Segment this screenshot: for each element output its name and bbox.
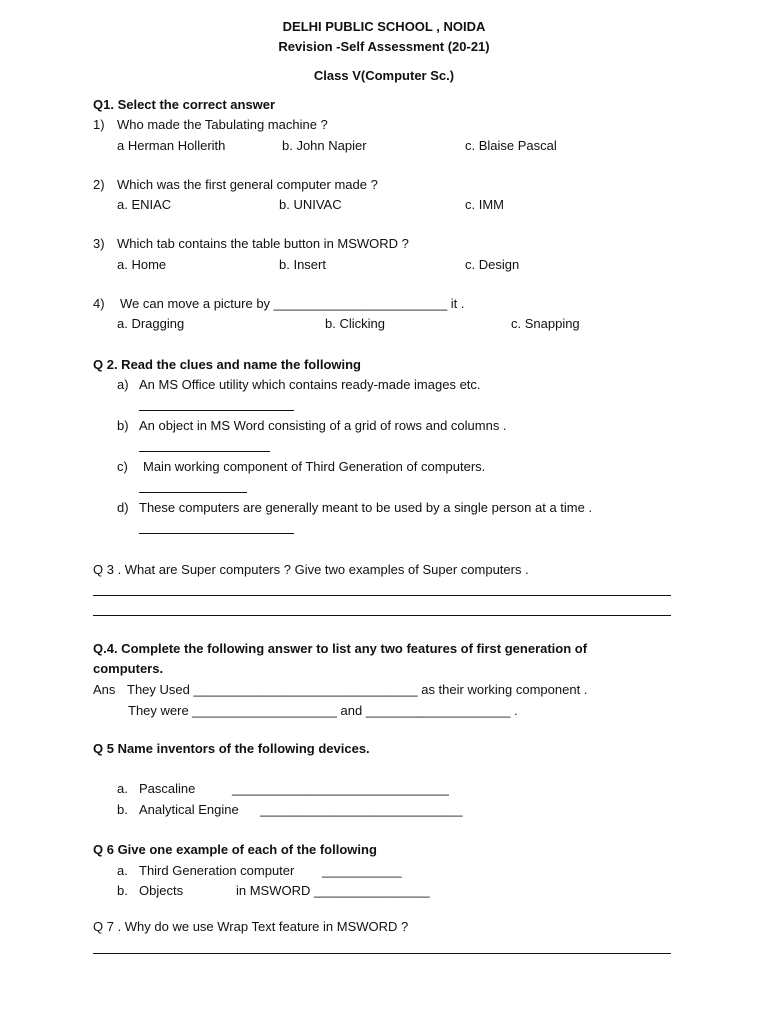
q1-option-c: c. IMM: [465, 197, 504, 212]
class-title: Class V(Computer Sc.): [313, 68, 455, 83]
q1-option-c: c. Snapping: [511, 316, 580, 331]
q2-item-label: b): [117, 418, 129, 433]
q3-answer-line[interactable]: [93, 595, 671, 596]
q7-heading: Q 7 . Why do we use Wrap Text feature in MSWORD ?: [93, 919, 409, 934]
q1-heading: Q1. Select the correct answer: [93, 97, 276, 112]
q1-option-a: a. Dragging: [117, 316, 185, 331]
q5-device: Pascaline: [139, 781, 196, 796]
q1-question: Which was the first general computer made ?: [117, 177, 378, 192]
q2-clue: These computers are generally meant to be used by a single person at a time .: [139, 500, 593, 515]
q5-answer-blank[interactable]: ____________________________: [260, 802, 463, 817]
q1-item-number: 3): [93, 236, 105, 251]
q1-question: Who made the Tabulating machine ?: [117, 117, 328, 132]
q4-ans-label: Ans: [93, 682, 116, 697]
q2-heading: Q 2. Read the clues and name the following: [93, 357, 361, 372]
q2-answer-blank[interactable]: [139, 451, 270, 452]
q1-question: We can move a picture by ________________________ it .: [120, 296, 465, 311]
q5-answer-blank[interactable]: ______________________________: [232, 781, 449, 796]
q2-clue: An MS Office utility which contains ready-made images etc.: [139, 377, 481, 392]
q6-item-label: a.: [117, 863, 128, 878]
q6-item-text: Objects: [139, 883, 184, 898]
q1-item-number: 1): [93, 117, 105, 132]
q1-option-b: b. Clicking: [325, 316, 385, 331]
school-name: DELHI PUBLIC SCHOOL , NOIDA: [282, 19, 486, 34]
q2-item-label: c): [117, 459, 128, 474]
q5-item-label: b.: [117, 802, 128, 817]
q1-item-number: 4): [93, 296, 105, 311]
q5-device: Analytical Engine: [139, 802, 239, 817]
q1-option-b: b. John Napier: [282, 138, 367, 153]
q1-option-a: a Herman Hollerith: [117, 138, 226, 153]
q2-item-label: a): [117, 377, 129, 392]
q1-option-b: b. Insert: [279, 257, 326, 272]
q2-answer-blank[interactable]: [139, 410, 294, 411]
q6-heading: Q 6 Give one example of each of the following: [93, 842, 377, 857]
q2-item-label: d): [117, 500, 129, 515]
q1-option-c: c. Blaise Pascal: [465, 138, 557, 153]
q5-heading: Q 5 Name inventors of the following devices.: [93, 741, 370, 756]
q5-item-label: a.: [117, 781, 128, 796]
document-subtitle: Revision -Self Assessment (20-21): [278, 39, 490, 54]
q2-answer-blank[interactable]: [139, 492, 247, 493]
q3-answer-line[interactable]: [93, 615, 671, 616]
q1-option-c: c. Design: [465, 257, 520, 272]
q4-answer-line-2: They were ____________________ and ____________________ .: [128, 703, 518, 718]
q2-clue: Main working component of Third Generation of computers.: [143, 459, 486, 474]
q2-clue: An object in MS Word consisting of a grid of rows and columns .: [139, 418, 507, 433]
q1-question: Which tab contains the table button in MSWORD ?: [117, 236, 409, 251]
q7-answer-line[interactable]: [93, 953, 671, 954]
q1-option-a: a. Home: [117, 257, 167, 272]
q1-option-a: a. ENIAC: [117, 197, 172, 212]
q6-item-label: b.: [117, 883, 128, 898]
q6-answer-blank[interactable]: ___________: [322, 863, 402, 878]
q3-heading: Q 3 . What are Super computers ? Give two examples of Super computers .: [93, 562, 529, 577]
q4-heading-continued: computers.: [93, 661, 164, 676]
q1-option-b: b. UNIVAC: [279, 197, 342, 212]
q6-item-text-continued: in MSWORD ________________: [236, 883, 430, 898]
q4-heading: Q.4. Complete the following answer to list any two features of first generation of: [93, 641, 588, 656]
q4-answer-line-1: They Used _______________________________ as their working component .: [127, 682, 588, 697]
q6-item-text: Third Generation computer: [139, 863, 295, 878]
q1-item-number: 2): [93, 177, 105, 192]
q2-answer-blank[interactable]: [139, 533, 294, 534]
